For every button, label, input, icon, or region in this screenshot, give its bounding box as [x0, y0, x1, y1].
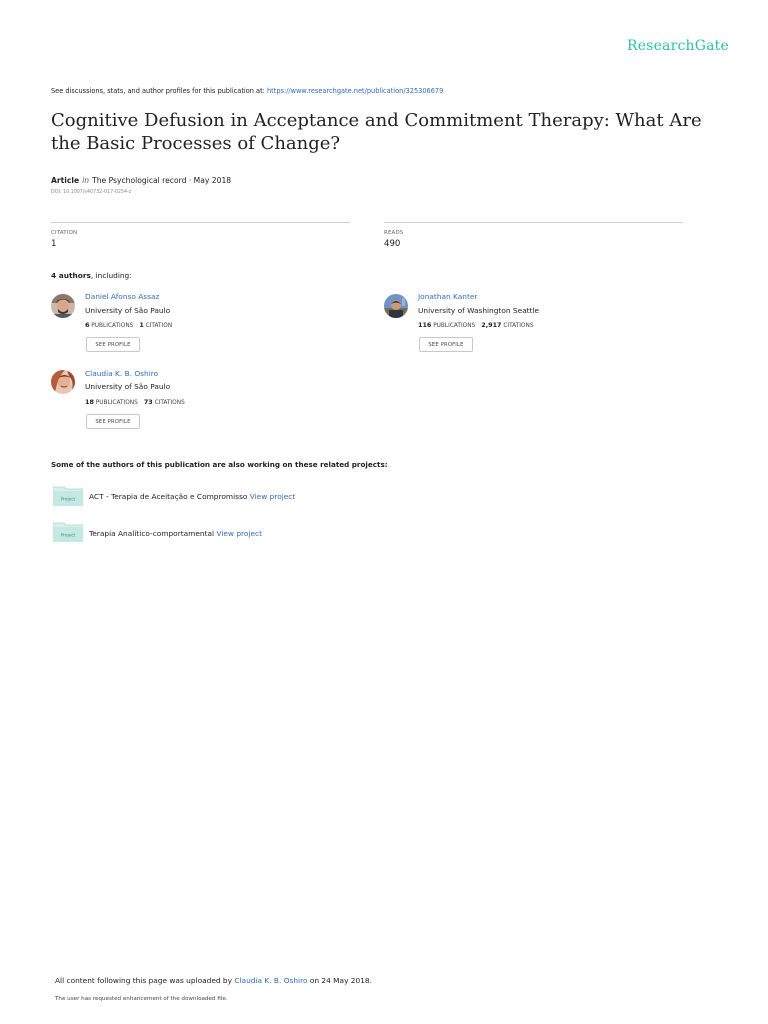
- citations-label: CITATION: [145, 323, 173, 329]
- author-stats: [85, 398, 185, 406]
- author-name[interactable]: Claudia K. B. Oshiro: [85, 369, 159, 378]
- avatar[interactable]: [51, 294, 75, 318]
- publications-count: 116: [418, 321, 432, 329]
- project-icon-label: Project: [60, 532, 76, 538]
- uploader-link[interactable]: Claudia K. B. Oshiro: [234, 976, 308, 985]
- see-profile-button[interactable]: SEE PROFILE: [86, 337, 140, 352]
- author-institution: University of São Paulo: [85, 382, 171, 391]
- publication-type: Article: [51, 176, 80, 185]
- project-title: Terapia Analítico-comportamental: [89, 529, 217, 538]
- project-item: [89, 529, 262, 538]
- project-folder-icon: [53, 486, 83, 506]
- related-projects-heading: Some of the authors of this publication are also working on these related projects:: [51, 460, 388, 469]
- citations-label: CITATIONS: [503, 323, 534, 329]
- view-project-link[interactable]: View project: [216, 529, 262, 538]
- author-stats: [418, 321, 534, 329]
- discussion-line: [51, 87, 443, 95]
- journal-date: The Psychological record · May 2018: [92, 176, 232, 185]
- researchgate-logo[interactable]: ResearchGate: [626, 38, 729, 54]
- citations-count: 2,917: [481, 321, 502, 329]
- authors-including: , including:: [90, 271, 132, 280]
- publications-label: PUBLICATIONS: [433, 323, 476, 329]
- author-institution: University of São Paulo: [85, 306, 171, 315]
- see-profile-button[interactable]: SEE PROFILE: [419, 337, 473, 352]
- in-word: in: [82, 176, 90, 185]
- citations-count: 73: [143, 398, 153, 406]
- upload-suffix: on 24 May 2018.: [307, 976, 372, 985]
- citation-label: CITATION: [51, 230, 78, 236]
- author-institution: University of Washington Seattle: [418, 306, 540, 315]
- publications-label: PUBLICATIONS: [91, 323, 134, 329]
- project-item: [89, 492, 295, 501]
- citation-count: 1: [51, 239, 57, 249]
- project-folder-icon: [53, 522, 83, 542]
- publications-count: 18: [85, 398, 94, 406]
- reads-label: READS: [384, 230, 404, 236]
- project-icon-label: Project: [60, 496, 76, 502]
- discussion-text: See discussions, stats, and author profiles for this publication at:: [51, 87, 267, 95]
- publication-meta: [51, 176, 231, 185]
- author-stats: [85, 321, 172, 329]
- stats-divider-left: [51, 222, 350, 223]
- doi: DOI: 10.1007/s40732-017-0254-z: [51, 190, 132, 195]
- enhancement-note: The user has requested enhancement of the downloaded file.: [55, 996, 228, 1002]
- page-title: Cognitive Defusion in Acceptance and Commitment Therapy: What Are the Basic Processes of Change?: [51, 110, 702, 154]
- author-name[interactable]: Daniel Afonso Assaz: [85, 292, 160, 301]
- avatar[interactable]: [384, 294, 408, 318]
- avatar[interactable]: [51, 370, 75, 394]
- stats-divider-right: [384, 222, 683, 223]
- citations-label: CITATIONS: [154, 400, 185, 406]
- publications-label: PUBLICATIONS: [95, 400, 138, 406]
- publication-url-link[interactable]: https://www.researchgate.net/publication/325306679: [267, 87, 444, 95]
- upload-prefix: All content following this page was uploaded by: [55, 976, 235, 985]
- author-name[interactable]: Jonathan Kanter: [418, 292, 478, 301]
- upload-notice: [55, 976, 372, 985]
- authors-heading: [51, 271, 132, 280]
- see-profile-button[interactable]: SEE PROFILE: [86, 414, 140, 429]
- project-title: ACT - Terapia de Aceitação e Compromisso: [89, 492, 250, 501]
- authors-count: 4 authors: [51, 271, 91, 280]
- publications-count: 6: [85, 321, 90, 329]
- reads-count: 490: [384, 239, 401, 249]
- view-project-link[interactable]: View project: [249, 492, 296, 501]
- citations-count: 1: [139, 321, 144, 329]
